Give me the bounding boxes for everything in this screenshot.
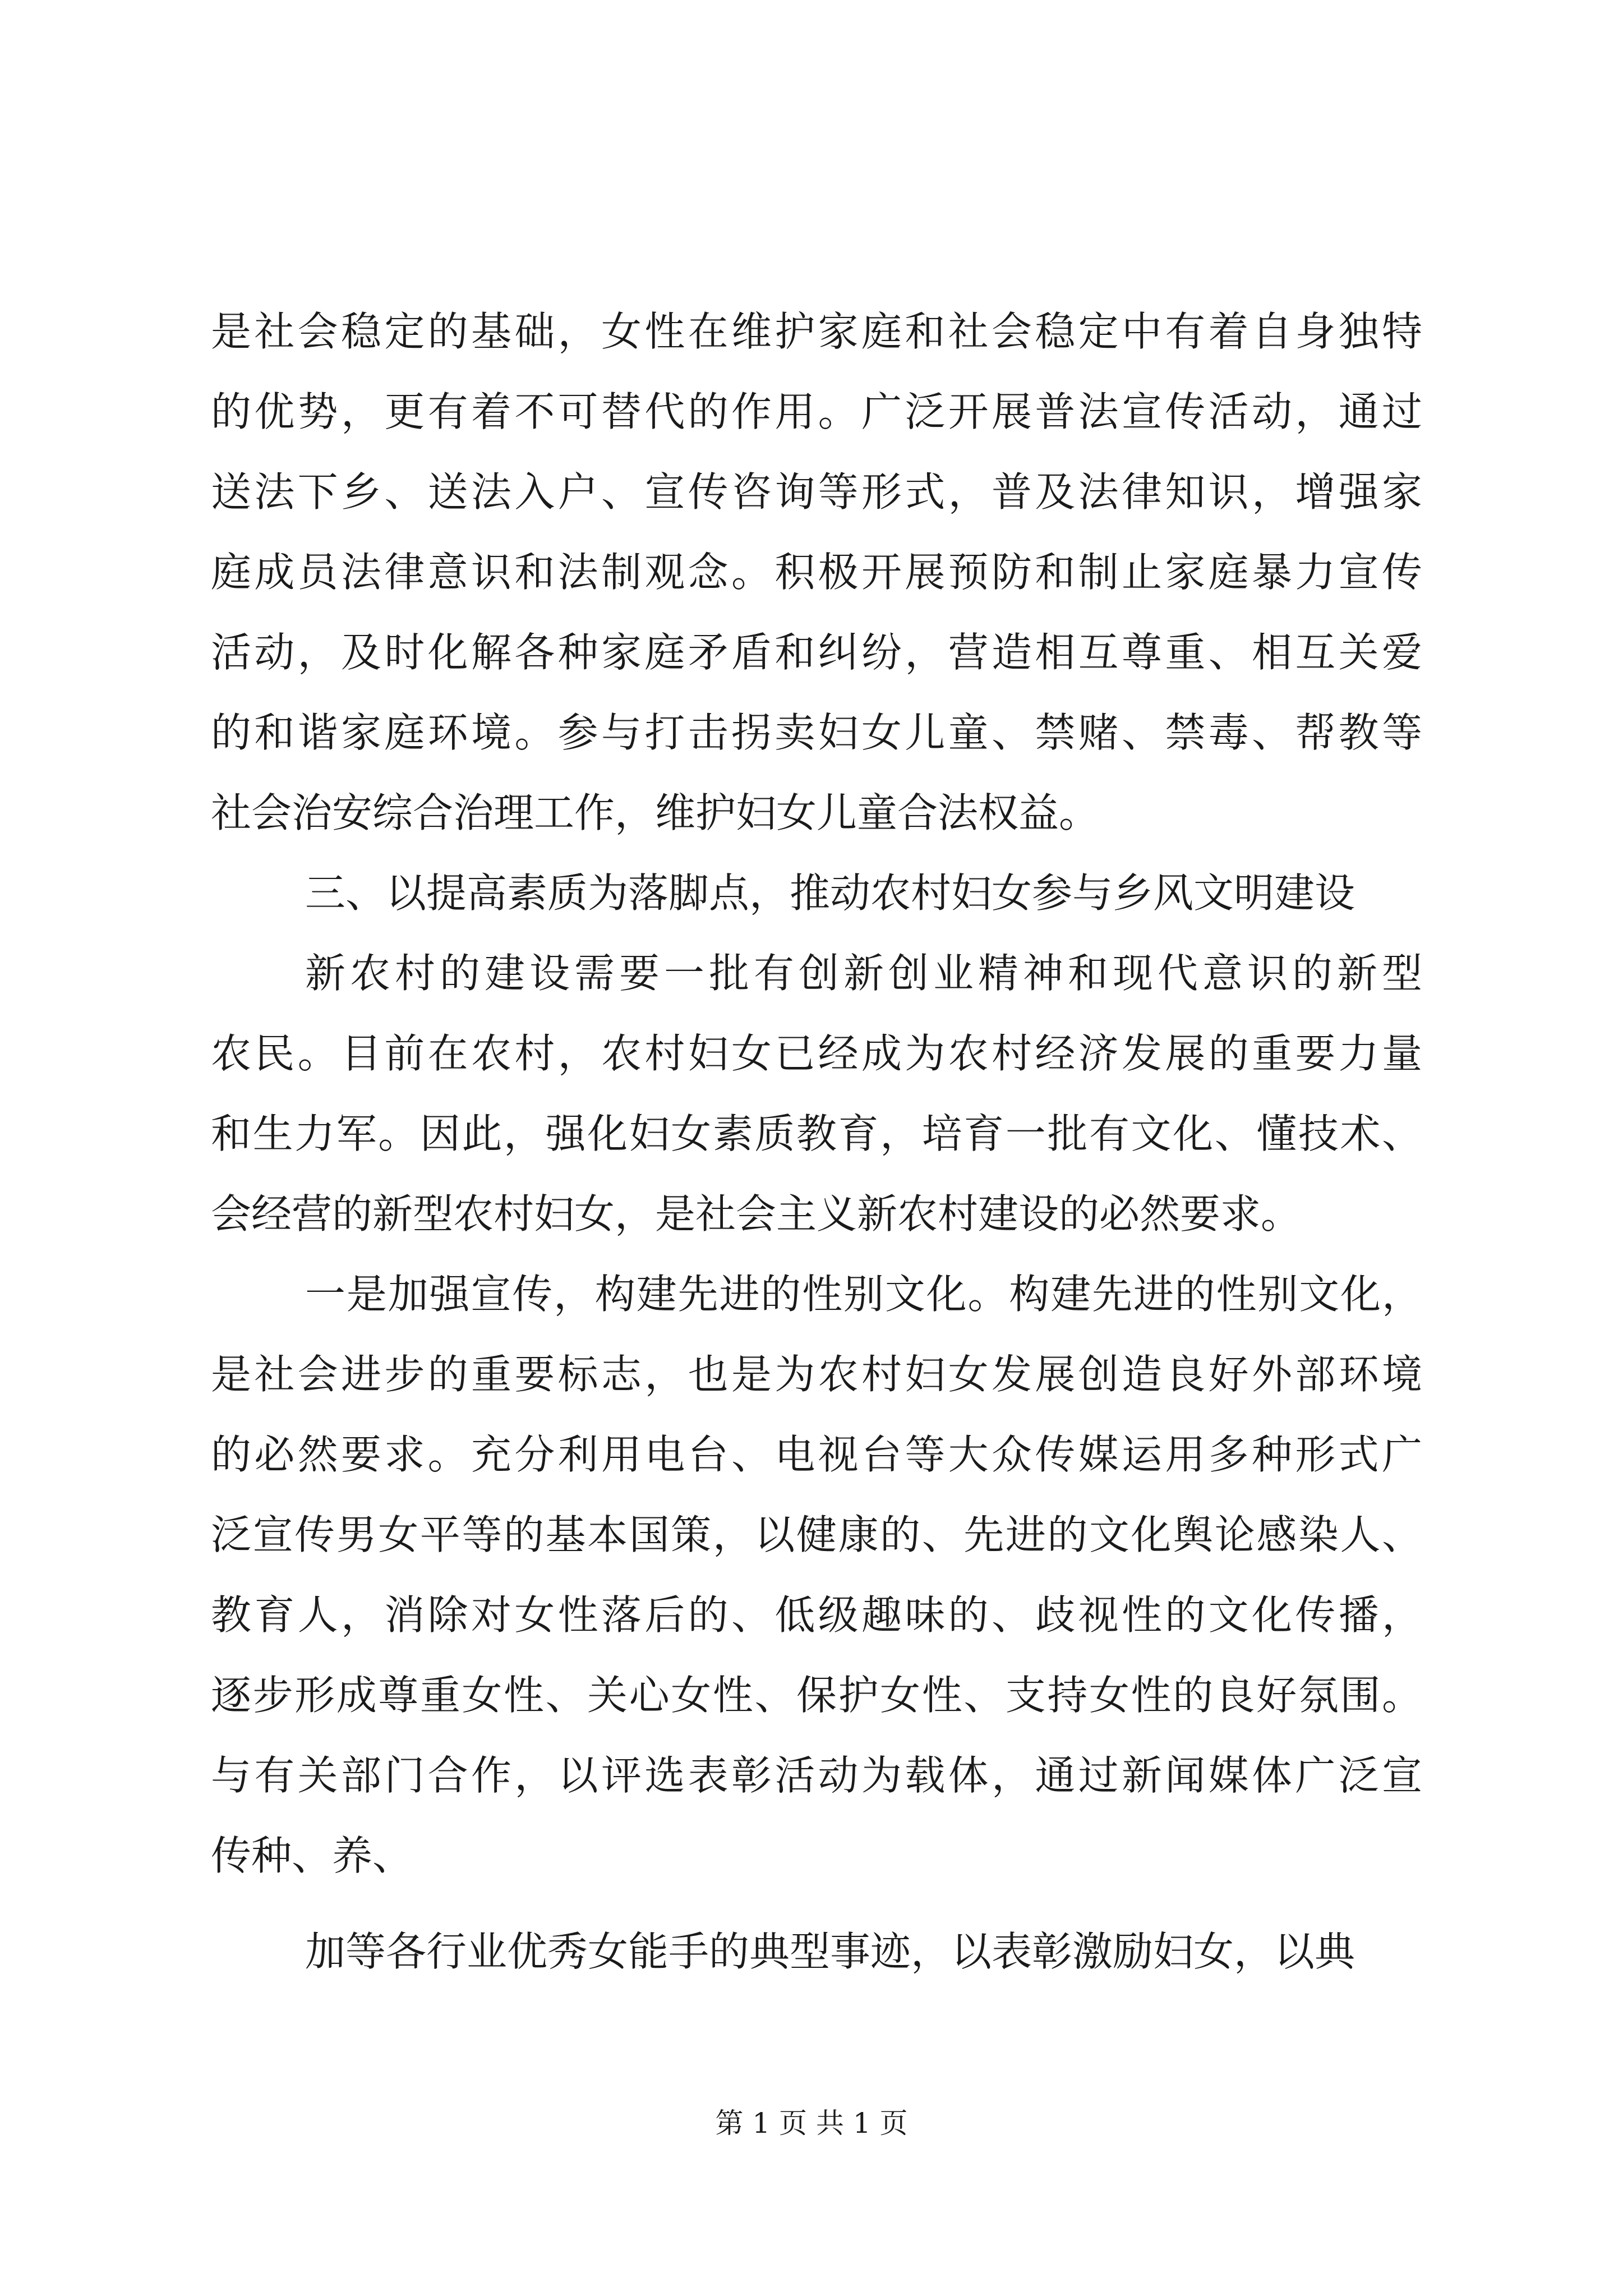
text-line: 社会治安综合治理工作，维护妇女儿童合法权益。 (211, 789, 1100, 836)
text-line: 是社会进步的重要标志，也是为农村妇女发展创造良好外部环境 (211, 1351, 1422, 1398)
page-footer (0, 2101, 1623, 2141)
paragraph (211, 1912, 1422, 1992)
text-line: 是社会稳定的基础，女性在维护家庭和社会稳定中有着自身独特 (211, 308, 1422, 355)
text-line: 与有关部门合作，以评选表彰活动为载体，通过新闻媒体广泛宣 (211, 1752, 1422, 1799)
heading-line: 三、以提高素质为落脚点，推动农村妇女参与乡风文明建设 (305, 869, 1355, 917)
text-line: 教育人，消除对女性落后的、低级趣味的、歧视性的文化传播， (211, 1591, 1422, 1639)
text-line: 和生力军。因此，强化妇女素质教育，培育一批有文化、懂技术、 (211, 1110, 1422, 1157)
text-line: 传种、养、 (211, 1832, 413, 1879)
section-heading (211, 853, 1422, 933)
text-line: 活动，及时化解各种家庭矛盾和纠纷，营造相互尊重、相互关爱 (211, 629, 1422, 676)
text-line: 农民。目前在农村，农村妇女已经成为农村经济发展的重要力量 (211, 1030, 1422, 1077)
text-line: 送法下乡、送法入户、宣传咨询等形式，普及法律知识，增强家 (211, 468, 1422, 516)
text-line: 会经营的新型农村妇女，是社会主义新农村建设的必然要求。 (211, 1190, 1302, 1237)
document-body (211, 292, 1422, 1992)
text-line: 泛宣传男女平等的基本国策，以健康的、先进的文化舆论感染人、 (211, 1511, 1422, 1558)
paragraph (211, 1254, 1422, 1896)
text-line: 庭成员法律意识和法制观念。积极开展预防和制止家庭暴力宣传 (211, 549, 1422, 596)
page-number: 第 1 页 共 1 页 (715, 2107, 908, 2139)
paragraph (211, 292, 1422, 853)
text-line: 的必然要求。充分利用电台、电视台等大众传媒运用多种形式广 (211, 1431, 1422, 1478)
paragraph (211, 933, 1422, 1254)
text-line: 逐步形成尊重女性、关心女性、保护女性、支持女性的良好氛围。 (211, 1672, 1422, 1719)
paragraph-gap (211, 1896, 1422, 1912)
text-line: 一是加强宣传，构建先进的性别文化。构建先进的性别文化， (305, 1271, 1422, 1318)
text-line: 的和谐家庭环境。参与打击拐卖妇女儿童、禁赌、禁毒、帮教等 (211, 709, 1422, 756)
text-line: 的优势，更有着不可替代的作用。广泛开展普法宣传活动，通过 (211, 388, 1422, 435)
text-line: 加等各行业优秀女能手的典型事迹，以表彰激励妇女，以典 (305, 1928, 1355, 1975)
text-line: 新农村的建设需要一批有创新创业精神和现代意识的新型 (305, 950, 1422, 997)
